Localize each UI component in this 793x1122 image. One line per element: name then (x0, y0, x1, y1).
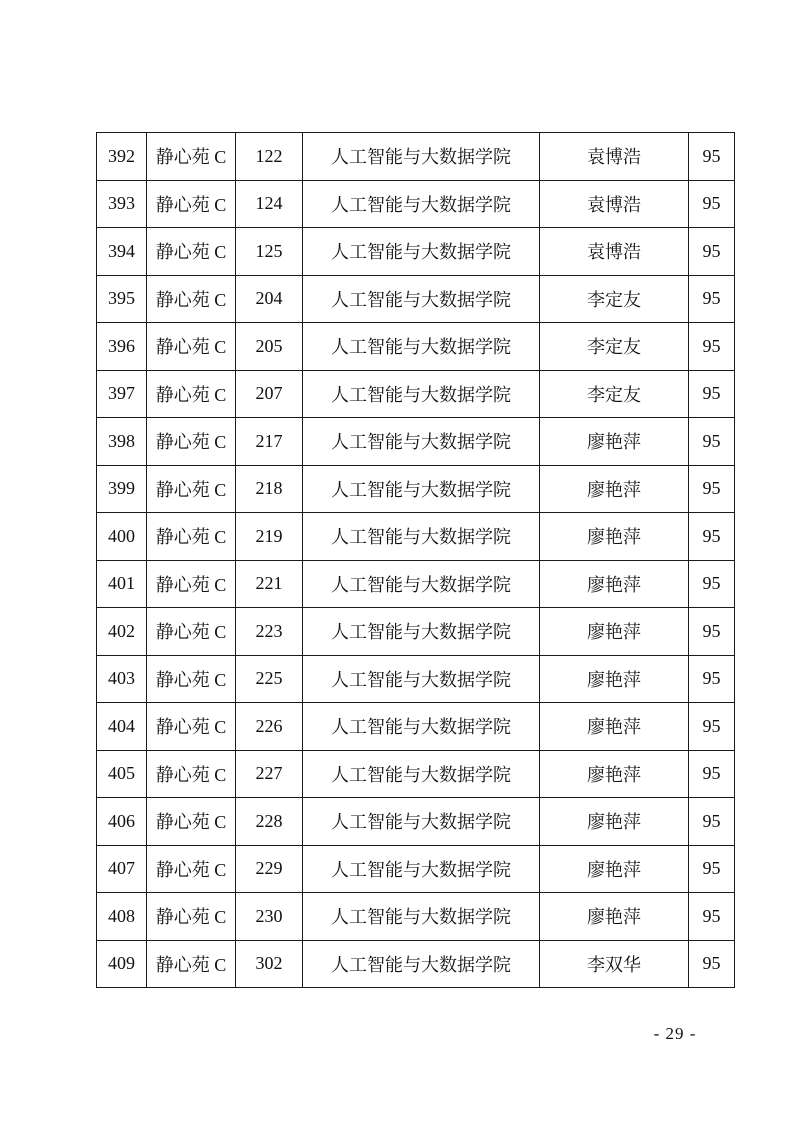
cell-row-number: 395 (97, 275, 147, 323)
cell-score: 95 (689, 513, 735, 561)
cell-inspector-name: 廖艳萍 (540, 418, 689, 466)
cell-inspector-name: 李定友 (540, 275, 689, 323)
cell-row-number: 399 (97, 465, 147, 513)
cell-row-number: 405 (97, 750, 147, 798)
cell-inspector-name: 廖艳萍 (540, 703, 689, 751)
cell-score: 95 (689, 323, 735, 371)
cell-room-number: 204 (236, 275, 303, 323)
table-row (97, 703, 735, 751)
cell-score: 95 (689, 798, 735, 846)
cell-room-number: 225 (236, 655, 303, 703)
cell-score: 95 (689, 608, 735, 656)
cell-score: 95 (689, 180, 735, 228)
table-row (97, 798, 735, 846)
cell-building: 静心苑 C (147, 750, 236, 798)
cell-inspector-name: 袁博浩 (540, 133, 689, 181)
cell-building: 静心苑 C (147, 798, 236, 846)
cell-building: 静心苑 C (147, 703, 236, 751)
cell-inspector-name: 李双华 (540, 940, 689, 988)
cell-college: 人工智能与大数据学院 (303, 228, 540, 276)
cell-room-number: 226 (236, 703, 303, 751)
cell-room-number: 124 (236, 180, 303, 228)
cell-college: 人工智能与大数据学院 (303, 513, 540, 561)
cell-room-number: 230 (236, 893, 303, 941)
cell-college: 人工智能与大数据学院 (303, 655, 540, 703)
cell-inspector-name: 袁博浩 (540, 180, 689, 228)
cell-room-number: 227 (236, 750, 303, 798)
cell-room-number: 207 (236, 370, 303, 418)
table-body (97, 133, 735, 988)
cell-inspector-name: 廖艳萍 (540, 845, 689, 893)
cell-row-number: 406 (97, 798, 147, 846)
cell-score: 95 (689, 370, 735, 418)
table-row (97, 560, 735, 608)
cell-college: 人工智能与大数据学院 (303, 608, 540, 656)
cell-score: 95 (689, 560, 735, 608)
cell-building: 静心苑 C (147, 228, 236, 276)
cell-score: 95 (689, 133, 735, 181)
table-row (97, 513, 735, 561)
cell-row-number: 409 (97, 940, 147, 988)
table-row (97, 655, 735, 703)
cell-inspector-name: 廖艳萍 (540, 750, 689, 798)
cell-college: 人工智能与大数据学院 (303, 940, 540, 988)
page-number: - 29 - (653, 1024, 697, 1043)
cell-college: 人工智能与大数据学院 (303, 370, 540, 418)
cell-score: 95 (689, 228, 735, 276)
cell-inspector-name: 袁博浩 (540, 228, 689, 276)
cell-college: 人工智能与大数据学院 (303, 798, 540, 846)
cell-room-number: 221 (236, 560, 303, 608)
table-row (97, 370, 735, 418)
cell-room-number: 125 (236, 228, 303, 276)
cell-row-number: 402 (97, 608, 147, 656)
cell-building: 静心苑 C (147, 275, 236, 323)
table-row (97, 845, 735, 893)
cell-building: 静心苑 C (147, 893, 236, 941)
cell-college: 人工智能与大数据学院 (303, 323, 540, 371)
cell-room-number: 205 (236, 323, 303, 371)
cell-score: 95 (689, 465, 735, 513)
table-row (97, 228, 735, 276)
cell-room-number: 223 (236, 608, 303, 656)
cell-building: 静心苑 C (147, 180, 236, 228)
cell-building: 静心苑 C (147, 560, 236, 608)
cell-building: 静心苑 C (147, 418, 236, 466)
cell-inspector-name: 廖艳萍 (540, 608, 689, 656)
cell-room-number: 228 (236, 798, 303, 846)
cell-building: 静心苑 C (147, 370, 236, 418)
table-row (97, 893, 735, 941)
table-row (97, 180, 735, 228)
cell-college: 人工智能与大数据学院 (303, 418, 540, 466)
cell-college: 人工智能与大数据学院 (303, 560, 540, 608)
cell-college: 人工智能与大数据学院 (303, 893, 540, 941)
cell-room-number: 217 (236, 418, 303, 466)
cell-college: 人工智能与大数据学院 (303, 703, 540, 751)
cell-score: 95 (689, 275, 735, 323)
cell-college: 人工智能与大数据学院 (303, 750, 540, 798)
cell-row-number: 392 (97, 133, 147, 181)
cell-inspector-name: 廖艳萍 (540, 560, 689, 608)
cell-row-number: 397 (97, 370, 147, 418)
cell-room-number: 122 (236, 133, 303, 181)
table-row (97, 275, 735, 323)
table-row (97, 608, 735, 656)
cell-building: 静心苑 C (147, 323, 236, 371)
cell-college: 人工智能与大数据学院 (303, 275, 540, 323)
cell-row-number: 394 (97, 228, 147, 276)
cell-row-number: 393 (97, 180, 147, 228)
cell-building: 静心苑 C (147, 133, 236, 181)
cell-building: 静心苑 C (147, 608, 236, 656)
cell-building: 静心苑 C (147, 513, 236, 561)
cell-score: 95 (689, 750, 735, 798)
cell-inspector-name: 廖艳萍 (540, 513, 689, 561)
cell-room-number: 229 (236, 845, 303, 893)
cell-room-number: 218 (236, 465, 303, 513)
cell-building: 静心苑 C (147, 940, 236, 988)
cell-college: 人工智能与大数据学院 (303, 133, 540, 181)
cell-score: 95 (689, 845, 735, 893)
cell-room-number: 219 (236, 513, 303, 561)
cell-building: 静心苑 C (147, 655, 236, 703)
cell-college: 人工智能与大数据学院 (303, 180, 540, 228)
cell-college: 人工智能与大数据学院 (303, 845, 540, 893)
cell-row-number: 404 (97, 703, 147, 751)
cell-building: 静心苑 C (147, 465, 236, 513)
cell-college: 人工智能与大数据学院 (303, 465, 540, 513)
cell-inspector-name: 廖艳萍 (540, 465, 689, 513)
cell-inspector-name: 李定友 (540, 370, 689, 418)
cell-score: 95 (689, 655, 735, 703)
table-row (97, 418, 735, 466)
cell-row-number: 398 (97, 418, 147, 466)
cell-row-number: 396 (97, 323, 147, 371)
cell-row-number: 400 (97, 513, 147, 561)
cell-score: 95 (689, 940, 735, 988)
cell-row-number: 401 (97, 560, 147, 608)
table-row (97, 465, 735, 513)
table-row (97, 940, 735, 988)
cell-inspector-name: 廖艳萍 (540, 655, 689, 703)
cell-room-number: 302 (236, 940, 303, 988)
table-row (97, 750, 735, 798)
cell-building: 静心苑 C (147, 845, 236, 893)
cell-row-number: 408 (97, 893, 147, 941)
cell-score: 95 (689, 418, 735, 466)
table-row (97, 323, 735, 371)
cell-inspector-name: 廖艳萍 (540, 893, 689, 941)
dormitory-score-table (96, 132, 735, 988)
table-row (97, 133, 735, 181)
cell-inspector-name: 廖艳萍 (540, 798, 689, 846)
cell-score: 95 (689, 893, 735, 941)
cell-inspector-name: 李定友 (540, 323, 689, 371)
cell-row-number: 407 (97, 845, 147, 893)
cell-row-number: 403 (97, 655, 147, 703)
cell-score: 95 (689, 703, 735, 751)
